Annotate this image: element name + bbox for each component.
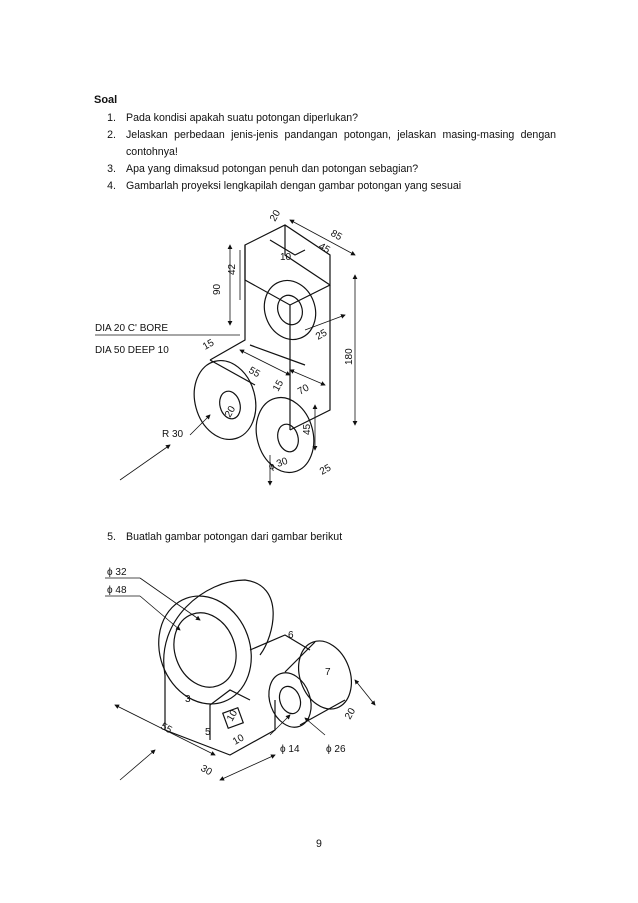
- dim-label: 70: [296, 382, 312, 398]
- dim-label: ϕ 32: [107, 567, 127, 578]
- note-deep: DIA 50 DEEP 10: [95, 345, 169, 356]
- dim-label: 30: [198, 763, 214, 779]
- question-number: 2.: [107, 129, 116, 141]
- list-item: [94, 110, 556, 127]
- dim-label: 20: [268, 208, 284, 224]
- question-number: 5.: [107, 531, 116, 543]
- question-text: Gambarlah proyeksi lengkapilah dengan gambar potongan yang sesuai: [126, 180, 462, 192]
- dim-label: 180: [344, 348, 355, 365]
- section-heading: Soal: [94, 94, 118, 106]
- list-item: [94, 178, 556, 195]
- dim-label: 5: [205, 727, 211, 738]
- dim-label: ϕ 26: [326, 744, 346, 755]
- dim-label: 10: [280, 252, 292, 263]
- question-text: Apa yang dimaksud potongan penuh dan potongan sebagian?: [126, 163, 419, 175]
- dim-label: 25: [318, 462, 334, 478]
- list-item: [94, 161, 556, 178]
- dim-label: 15: [201, 337, 217, 353]
- page-number: 9: [316, 838, 322, 850]
- dim-label: R 30: [162, 429, 184, 440]
- dim-label: 15: [271, 378, 287, 394]
- list-item: [94, 531, 556, 543]
- figure-2-isometric-part: [100, 560, 390, 795]
- dim-label: 25: [314, 327, 330, 343]
- dim-label: 3: [185, 694, 191, 705]
- figure-1-labels: [95, 208, 355, 478]
- dim-label: 55: [158, 721, 174, 737]
- dim-label: 7: [325, 667, 331, 678]
- dim-label: ϕ 48: [107, 585, 127, 596]
- note-cbore: DIA 20 C' BORE: [95, 323, 169, 334]
- question-number: 1.: [107, 112, 116, 124]
- dim-label: ϕ 14: [280, 744, 300, 755]
- question-number: 3.: [107, 163, 116, 175]
- dim-label: 6: [288, 630, 294, 641]
- list-item: [94, 127, 556, 161]
- dim-label: 20: [223, 404, 239, 420]
- question-5: [94, 531, 556, 543]
- dim-label: 20: [343, 706, 359, 722]
- question-number: 4.: [107, 180, 116, 192]
- dim-label: ϕ 30: [267, 455, 290, 473]
- dim-label: 90: [212, 283, 223, 295]
- figure-1-isometric-bracket: [90, 200, 390, 500]
- dim-label: 42: [227, 263, 238, 275]
- dim-label: 85: [328, 228, 344, 244]
- question-text: Jelaskan perbedaan jenis-jenis pandangan potongan, jelaskan masing-masing dengan contohnya!: [126, 129, 556, 158]
- question-text: Buatlah gambar potongan dari gambar berikut: [126, 531, 343, 543]
- dim-label: 10: [225, 708, 241, 724]
- dim-label: 45: [302, 423, 313, 435]
- dim-label: 55: [246, 365, 262, 381]
- question-text: Pada kondisi apakah suatu potongan diperlukan?: [126, 112, 359, 124]
- dim-label: 10: [231, 732, 247, 748]
- question-list: [94, 110, 556, 195]
- dim-label: 45: [316, 241, 332, 257]
